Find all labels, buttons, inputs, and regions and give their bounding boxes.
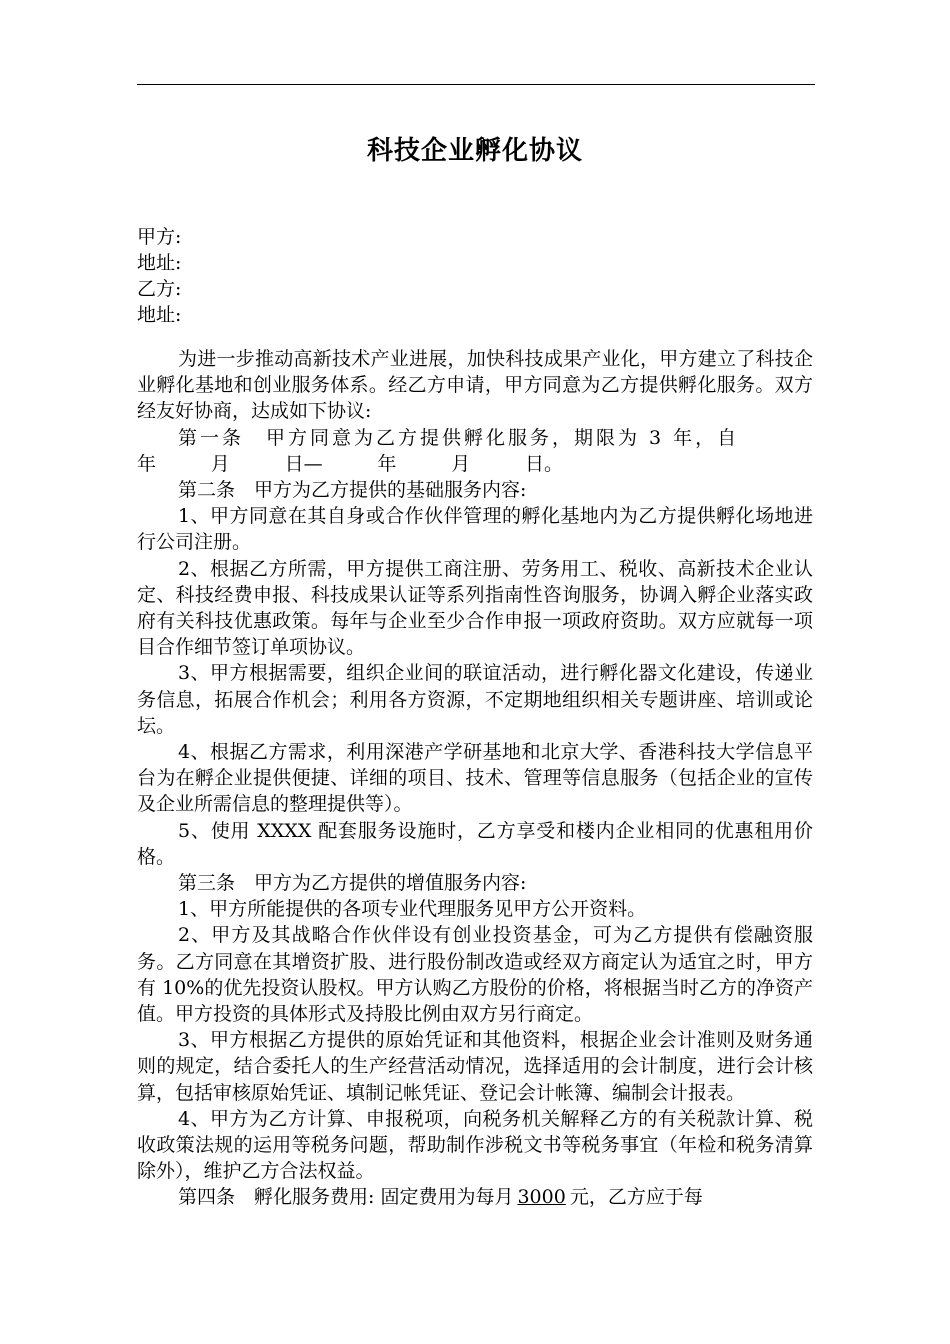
article-2-item-5: 5、使用 XXXX 配套服务设施时，乙方享受和楼内企业相同的优惠租用价格。 [137,819,813,868]
monthly-fee-amount: 3000 [517,1186,566,1209]
date-month-start: 月 [210,452,230,475]
date-year-start: 年 [137,452,157,475]
party-b-label: 乙方: [137,278,182,300]
article-1-date-range [137,451,813,477]
article-2-item-3: 3、甲方根据需要，组织企业间的联谊活动，进行孵化器文化建设，传递业务信息，拓展合作机会；利用各方资源，不定期地组织相关专题讲座、培训或论坛。 [137,662,813,737]
date-month-end: 月 [451,452,471,475]
article-2-item-4: 4、根据乙方需求，利用深港产学研基地和北京大学、香港科技大学信息平台为在孵企业提供便捷、详细的项目、技术、管理等信息服务（包括企业的宣传及企业所需信息的整理提供等）。 [137,741,813,816]
party-b-address-label: 地址: [137,304,182,326]
article-2-item-2: 2、根据乙方所需，甲方提供工商注册、劳务用工、税收、高新技术企业认定、科技经费申报、科技成果认证等系列指南性咨询服务，协调入孵企业落实政府有关科技优惠政策。每年与企业至少合作申报一项政府资助。双方应就每一项目合作细节签订单项协议。 [137,557,813,659]
article-4-suffix: 元，乙方应于每 [569,1186,703,1209]
article-3-item-4: 4、甲方为乙方计算、申报税项，向税务机关解释乙方的有关税款计算、税收政策法规的运用等税务问题，帮助制作涉税文书等税务事宜（年检和税务清算除外），维护乙方合法权益。 [137,1107,813,1183]
party-block [137,224,813,328]
party-a-label: 甲方: [137,226,182,248]
article-3-item-1: 1、甲方所能提供的各项专业代理服务见甲方公开资料。 [178,898,647,921]
intro-paragraph: 为进一步推动高新技术产业进展，加快科技成果产业化，甲方建立了科技企业孵化基地和创业服务体系。经乙方申请，甲方同意为乙方提供孵化服务。双方经友好协商，达成如下协议: [137,348,813,423]
article-2-item-1: 1、甲方同意在其自身或合作伙伴管理的孵化基地内为乙方提供孵化场地进行公司注册。 [137,505,813,554]
document-page [137,0,813,1344]
date-year-end: 年 [377,452,397,475]
article-4-prefix: 第四条 孵化服务费用: 固定费用为每月 [178,1186,514,1209]
document-title: 科技企业孵化协议 [366,136,583,166]
article-3-item-2: 2、甲方及其战略合作伙伴设有创业投资基金，可为乙方提供有偿融资服务。乙方同意在其增资扩股、进行股份制改造或经双方商定认为适宜之时，甲方有 10%的优先投资认股权。甲方认购乙方股份的价格，将根据当时乙方的净资产值。甲方投资的具体形式及持股比例由双方另行商定。 [137,924,813,1026]
article-3-heading: 第三条 甲方为乙方提供的增值服务内容: [178,872,527,895]
article-3-item-3: 3、甲方根据乙方提供的原始凭证和其他资料，根据企业会计准则及财务通则的规定，结合委托人的生产经营活动情况，选择适用的会计制度，进行会计核算，包括审核原始凭证、填制记帐凭证、登记会计帐簿、编制会计报表。 [137,1029,813,1104]
date-day-start: 日— [284,452,323,475]
agreement-body [137,346,813,1211]
article-4-paragraph [137,1184,813,1210]
header-rule [137,84,815,85]
party-a-address-label: 地址: [137,252,182,274]
date-day-end: 日。 [524,452,563,475]
article-2-heading: 第二条 甲方为乙方提供的基础服务内容: [178,479,527,501]
article-1-paragraph: 第一条 甲方同意为乙方提供孵化服务，期限为 3 年，自 [178,426,740,449]
